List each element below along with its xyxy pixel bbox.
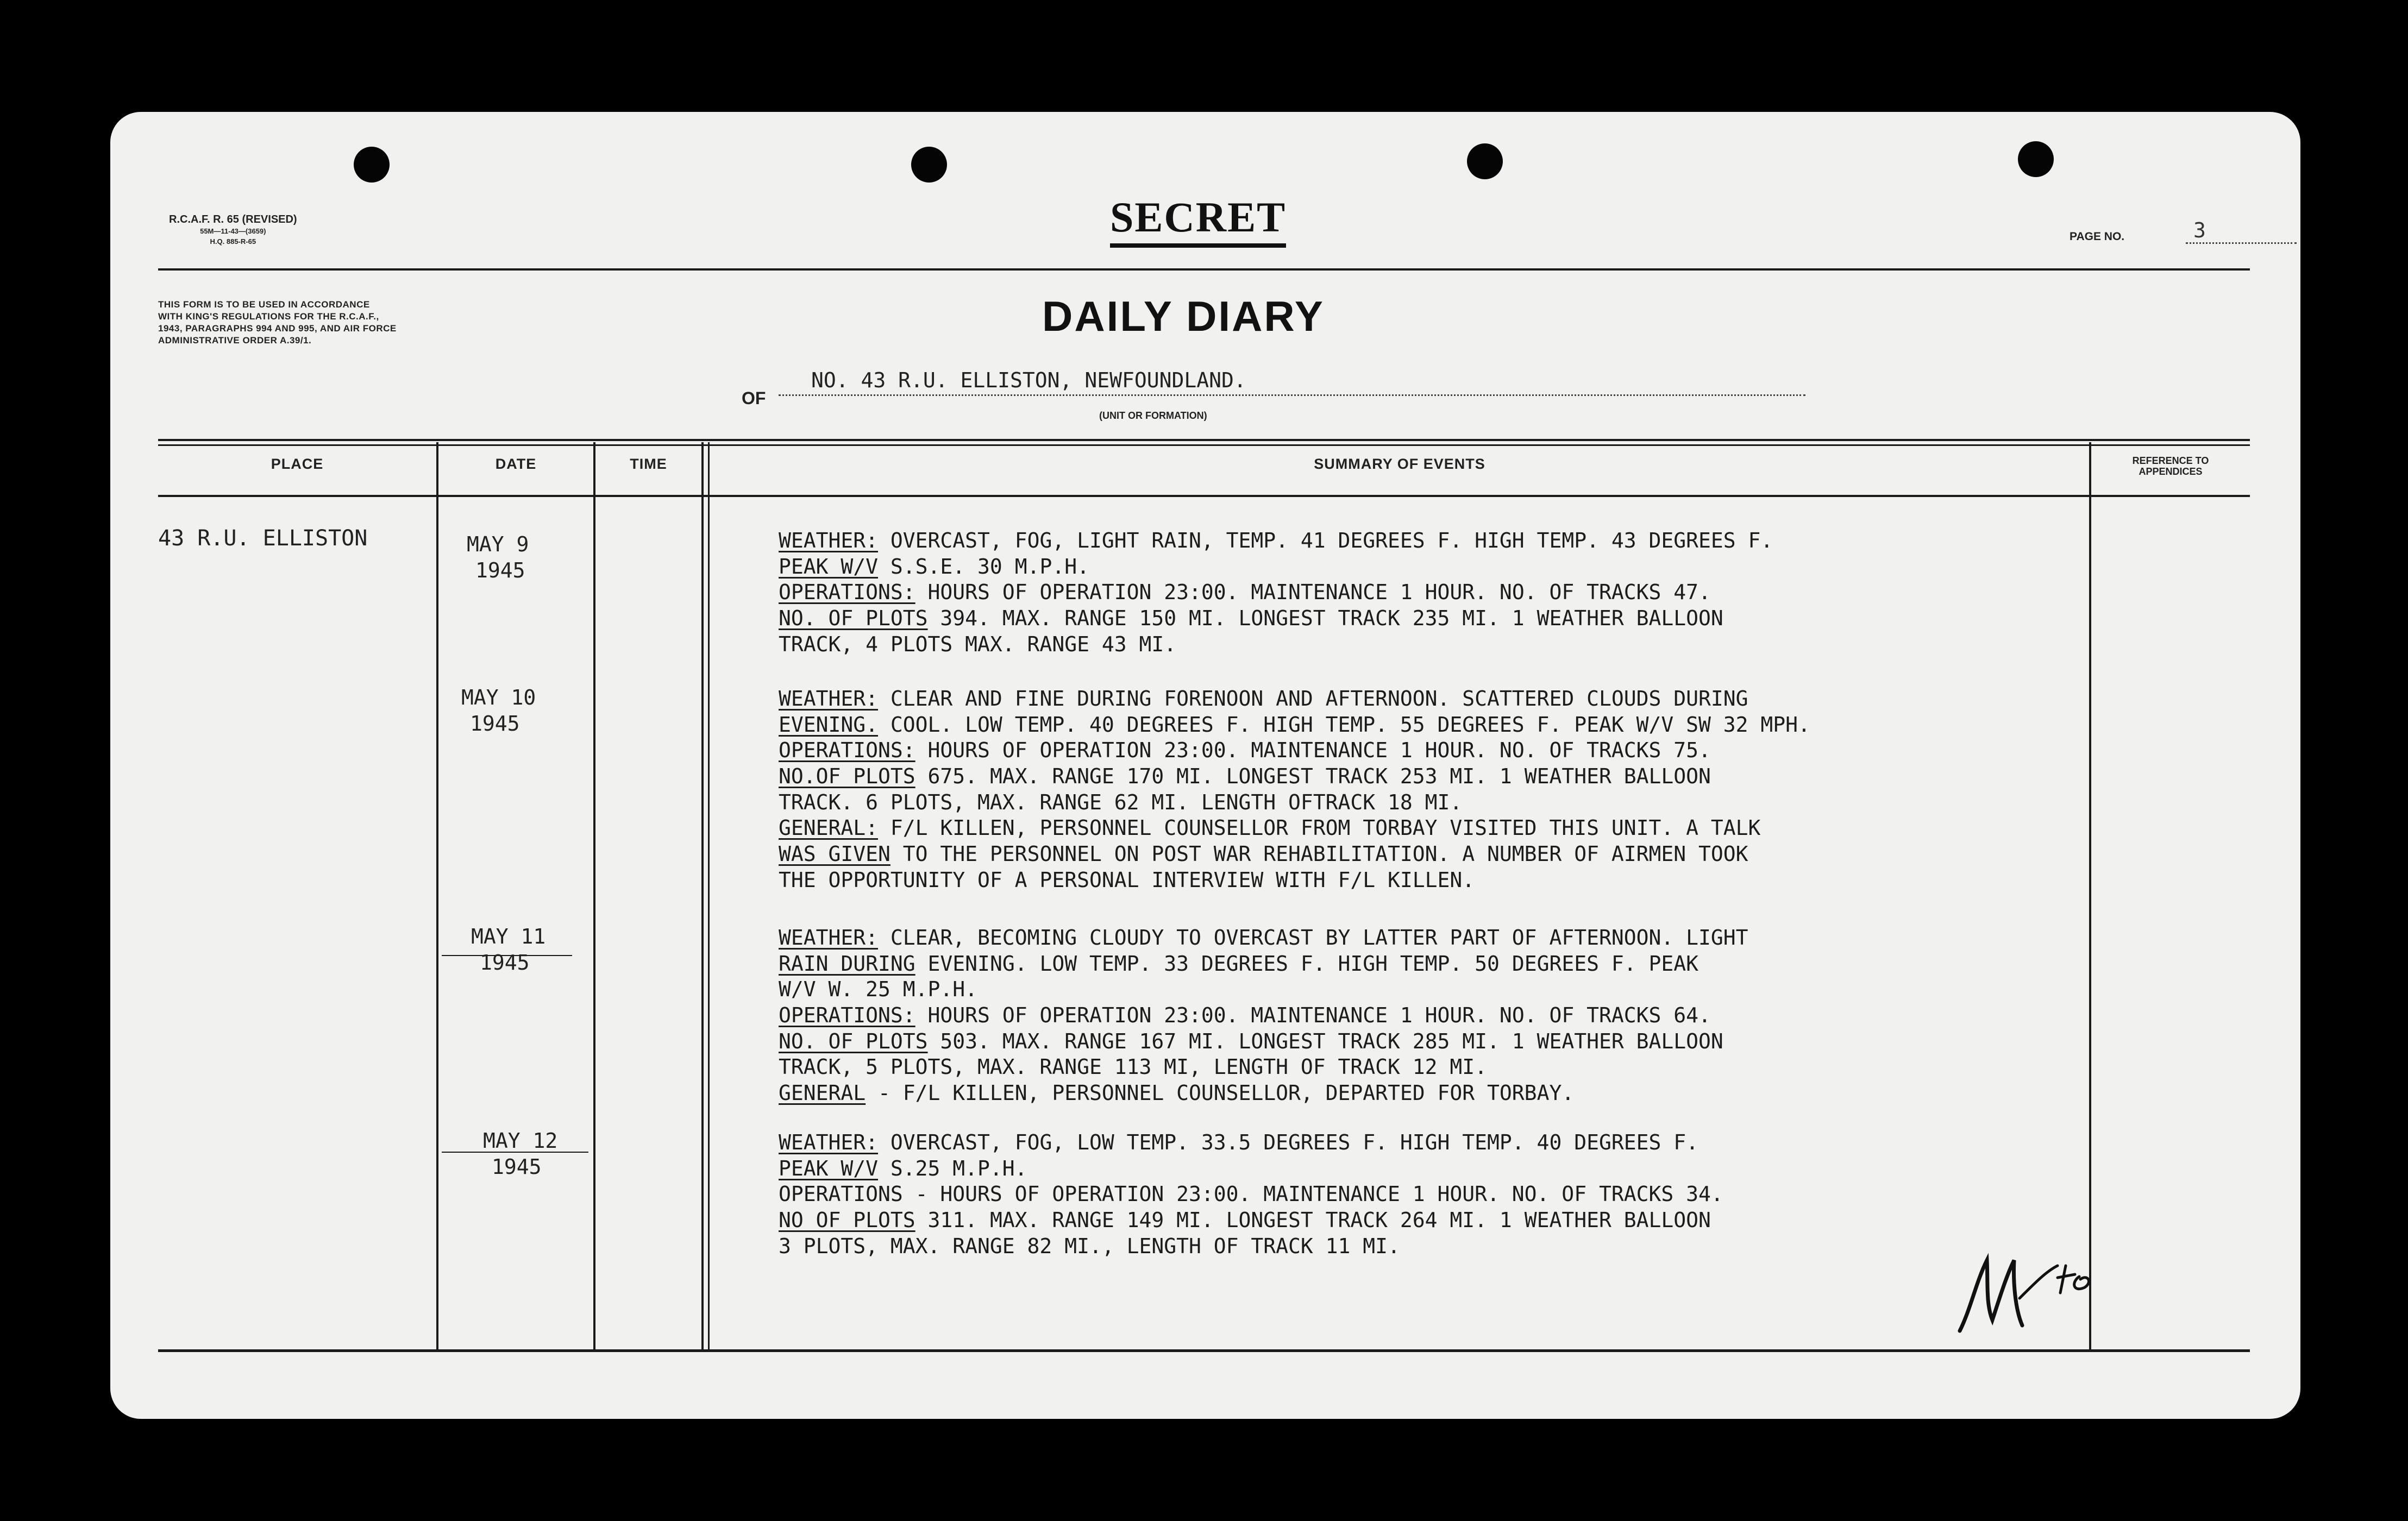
entry-text: HOURS OF OPERATION 23:00. MAINTENANCE 1 HOUR. NO. OF TRACKS 64. [915,1003,1711,1028]
entry-keyword: PEAK W/V [779,554,879,579]
diary-page [110,112,2300,1419]
entry-line [779,1080,2202,1107]
column-header-summary: SUMMARY OF EVENTS [1314,456,1485,472]
entry-date-year: 1945 [475,558,525,582]
entry-text: 503. MAX. RANGE 167 MI. LONGEST TRACK 285 MI. 1 WEATHER BALLOON [927,1029,1723,1053]
entry-line [779,1181,2202,1208]
form-identifier [169,213,297,247]
unit-field: NO. 43 R.U. ELLISTON, NEWFOUNDLAND. [779,366,1805,396]
column-header-time: TIME [630,456,667,472]
table-top-rule [158,444,2250,446]
entry-keyword: GENERAL [779,1081,866,1105]
entry-text: 675. MAX. RANGE 170 MI. LONGEST TRACK 253 MI. 1 WEATHER BALLOON [915,764,1711,789]
form-id-line: H.Q. 885-R-65 [210,237,256,246]
entry-text: 311. MAX. RANGE 149 MI. LONGEST TRACK 264 MI. 1 WEATHER BALLOON [915,1208,1711,1233]
header-rule [158,268,2250,271]
entry-keyword: WEATHER: [779,687,879,711]
form-id-line: R.C.A.F. R. 65 (REVISED) [169,213,297,225]
entry-text: COOL. LOW TEMP. 40 DEGREES F. HIGH TEMP. 55 DEGREES F. PEAK W/V SW 32 MPH. [878,712,1810,737]
entry-text: OPERATIONS - HOURS OF OPERATION 23:00. MAINTENANCE 1 HOUR. NO. OF TRACKS 34. [779,1182,1723,1206]
entry-line [779,951,2202,977]
entry-text: TRACK, 4 PLOTS MAX. RANGE 43 MI. [779,632,1177,656]
entry-text: TRACK, 5 PLOTS, MAX. RANGE 113 MI, LENGTH OF TRACK 12 MI. [779,1055,1488,1079]
entry-keyword: OPERATIONS: [779,1003,915,1028]
entry-line [779,977,2202,1003]
entry-line [779,1054,2202,1080]
entry-keyword: NO.OF PLOTS [779,764,915,789]
entry-keyword: WEATHER: [779,1130,879,1154]
punch-hole [1467,143,1503,179]
column-header-date: DATE [495,456,537,472]
entry-date [467,531,529,583]
entry-text: 3 PLOTS, MAX. RANGE 82 MI., LENGTH OF TRACK 11 MI. [779,1234,1400,1258]
entry-date-year: 1945 [480,951,530,975]
entry-date-day: MAY 9 [467,532,529,556]
entry-date [483,1128,557,1180]
entry-text: F/L KILLEN, PERSONNEL COUNSELLOR FROM TORBAY VISITED THIS UNIT. A TALK [878,816,1761,840]
table-top-rule [158,439,2250,441]
regulations-note [158,299,538,347]
entry-line [779,528,2202,554]
entry-line [779,764,2202,790]
column-divider [708,442,710,1349]
entry-keyword: WEATHER: [779,529,879,552]
entry-text: W/V W. 25 M.P.H. [779,977,978,1002]
entry-keyword: NO. OF PLOTS [779,1029,928,1053]
form-id-line: 55M—11-43—(3659) [200,227,266,235]
column-header-reference [2091,455,2250,477]
entry-keyword: GENERAL: [779,816,879,840]
entry-text: S.25 M.P.H. [878,1156,1027,1180]
entry-date [461,684,536,737]
entry-keyword: RAIN DURING [779,951,915,976]
entry-keyword: OPERATIONS: [779,580,915,605]
entry-line [779,1003,2202,1029]
page-title: DAILY DIARY [1042,292,1325,340]
regulations-line: WITH KING'S REGULATIONS FOR THE R.C.A.F., [158,311,379,322]
entry-line [779,841,2202,868]
page-number-label: PAGE NO. [2070,230,2125,243]
entry-line [779,712,2202,738]
entry-keyword: WAS GIVEN [779,842,891,866]
entry-text: OVERCAST, FOG, LOW TEMP. 33.5 DEGREES F. HIGH TEMP. 40 DEGREES F. [878,1130,1698,1154]
diary-entry [779,1130,2202,1259]
entry-date-day: MAY 10 [461,686,536,709]
entry-keyword: WEATHER: [779,926,879,950]
column-header-place: PLACE [271,456,324,472]
entry-date-year: 1945 [470,712,520,736]
column-divider [436,442,438,1349]
entry-date-day: MAY 11 [471,925,546,948]
entry-line [779,790,2202,816]
signature-icon [1954,1249,2117,1336]
entry-line [779,925,2202,951]
entry-text: THE OPPORTUNITY OF A PERSONAL INTERVIEW WITH F/L KILLEN. [779,868,1475,892]
entry-text: HOURS OF OPERATION 23:00. MAINTENANCE 1 HOUR. NO. OF TRACKS 75. [915,738,1711,763]
unit-of-label: OF [742,388,766,408]
punch-hole [2018,141,2054,177]
regulations-line: THIS FORM IS TO BE USED IN ACCORDANCE [158,299,370,310]
entry-date-year: 1945 [492,1155,542,1179]
entry-text: 394. MAX. RANGE 150 MI. LONGEST TRACK 235 MI. 1 WEATHER BALLOON [927,606,1723,631]
entry-text: S.S.E. 30 M.P.H. [878,554,1089,579]
reference-header-line: REFERENCE TO [2132,455,2209,466]
table-bottom-rule [158,1349,2250,1352]
entry-text: CLEAR, BECOMING CLOUDY TO OVERCAST BY LATTER PART OF AFTERNOON. LIGHT [878,926,1748,950]
entry-line [779,738,2202,764]
punch-hole [354,147,390,183]
header-bottom-rule [158,495,2250,497]
entry-keyword: OPERATIONS: [779,738,915,763]
entry-line [779,632,2202,658]
entry-line [779,554,2202,580]
entry-keyword: NO OF PLOTS [779,1208,915,1233]
entry-line [779,1156,2202,1182]
entry-line [779,1208,2202,1234]
place-cell: 43 R.U. ELLISTON [158,526,368,551]
entry-keyword: PEAK W/V [779,1156,879,1180]
entry-line [779,686,2202,712]
entry-text: TRACK. 6 PLOTS, MAX. RANGE 62 MI. LENGTH OFTRACK 18 MI. [779,790,1463,814]
regulations-line: 1943, PARAGRAPHS 994 AND 995, AND AIR FORCE [158,323,397,334]
entry-date-day: MAY 12 [483,1129,558,1153]
diary-entry [779,686,2202,894]
entry-text: TO THE PERSONNEL ON POST WAR REHABILITATION. A NUMBER OF AIRMEN TOOK [890,842,1748,866]
unit-caption: (UNIT OR FORMATION) [1099,410,1207,421]
page-number: 3 [2186,218,2297,244]
regulations-line: ADMINISTRATIVE ORDER A.39/1. [158,335,312,345]
entry-line [779,815,2202,841]
classification-heading: SECRET [1110,193,1286,248]
entry-keyword: NO. OF PLOTS [779,606,928,631]
entry-text: HOURS OF OPERATION 23:00. MAINTENANCE 1 HOUR. NO. OF TRACKS 47. [915,580,1711,605]
diary-entry [779,528,2202,657]
diary-entry [779,925,2202,1107]
reference-header-line: APPENDICES [2139,466,2203,477]
entry-line [779,606,2202,632]
entry-keyword: EVENING. [779,712,879,737]
entry-text: CLEAR AND FINE DURING FORENOON AND AFTERNOON. SCATTERED CLOUDS DURING [878,687,1748,711]
entry-date [471,923,545,976]
column-divider [593,442,595,1349]
entry-line [779,868,2202,894]
entry-text: OVERCAST, FOG, LIGHT RAIN, TEMP. 41 DEGREES F. HIGH TEMP. 43 DEGREES F. [878,529,1773,552]
entry-line [779,1029,2202,1055]
punch-hole [911,147,947,183]
column-divider [701,442,704,1349]
entry-text: EVENING. LOW TEMP. 33 DEGREES F. HIGH TEMP. 50 DEGREES F. PEAK [915,951,1698,976]
entry-line [779,580,2202,606]
entry-line [779,1130,2202,1156]
entry-text: - F/L KILLEN, PERSONNEL COUNSELLOR, DEPARTED FOR TORBAY. [866,1081,1575,1105]
